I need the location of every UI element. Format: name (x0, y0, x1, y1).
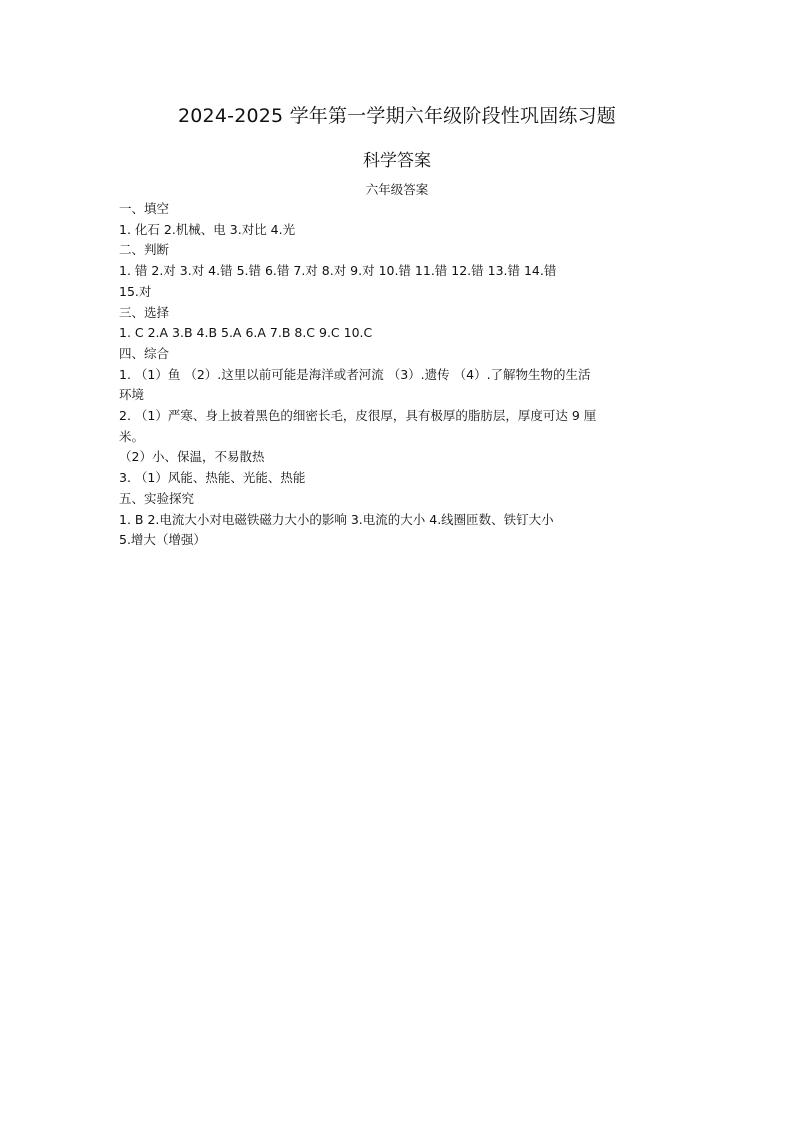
section-heading-comprehensive: 四、综合 (119, 345, 170, 361)
answer-line: 米。 (119, 428, 145, 444)
answer-line: 3. （1）风能、热能、光能、热能 (119, 470, 306, 486)
grade-heading: 六年级答案 (365, 182, 429, 197)
document-subtitle: 科学答案 (363, 151, 431, 171)
answer-line: 1. （1）鱼 （2）.这里以前可能是海洋或者河流 （3）.遗传 （4）.了解物生物的生活 (119, 366, 591, 382)
answer-line: 1. C 2.A 3.B 4.B 5.A 6.A 7.B 8.C 9.C 10.C (119, 325, 373, 341)
section-heading-true-false: 二、判断 (119, 242, 170, 258)
answer-line: 环境 (119, 387, 145, 403)
answer-line: 1. B 2.电流大小对电磁铁磁力大小的影响 3.电流的大小 4.线圈匝数、铁钉大小 (119, 511, 554, 527)
document-title: 2024-2025 学年第一学期六年级阶段性巩固练习题 (177, 105, 616, 127)
section-heading-experiment: 五、实验探究 (119, 490, 195, 506)
answer-line: 1. 错 2.对 3.对 4.错 5.错 6.错 7.对 8.对 9.对 10.错 11.错 12.错 13.错 14.错 (119, 263, 557, 279)
answer-line: （2）小、保温，不易散热 (119, 449, 265, 465)
answer-line: 1. 化石 2.机械、电 3.对比 4.光 (119, 221, 296, 237)
answer-line: 2. （1）严寒、身上披着黑色的细密长毛，皮很厚，具有极厚的脂肪层，厚度可达 9 厘 (119, 408, 597, 424)
section-heading-multiple-choice: 三、选择 (119, 304, 170, 320)
answer-content (119, 199, 679, 551)
answer-line: 5.增大（增强） (119, 532, 206, 548)
answer-line: 15.对 (119, 283, 152, 299)
section-heading-fill-blank: 一、填空 (119, 201, 170, 216)
